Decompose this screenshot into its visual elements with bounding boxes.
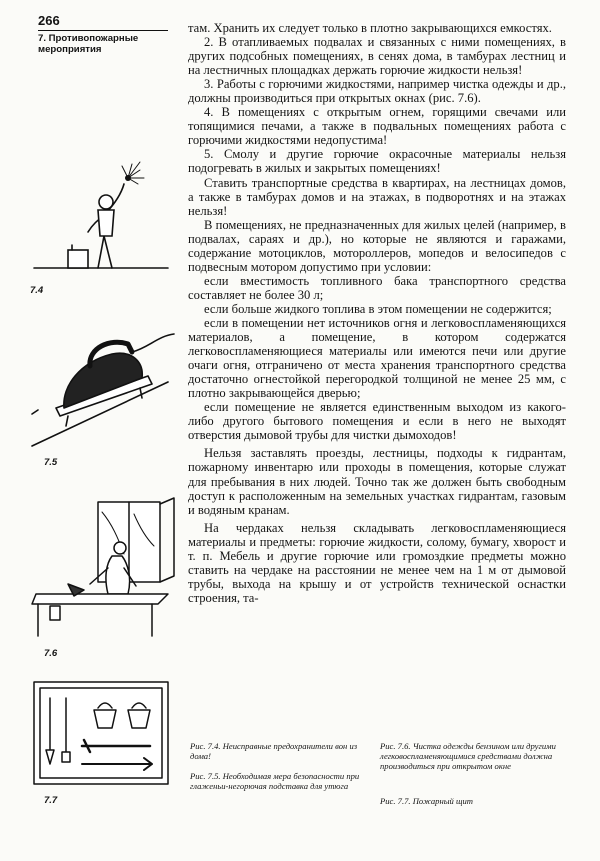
paragraph: если больше жидкого топлива в этом помещении не содержится; [204,301,552,316]
page-number: 266 [38,13,60,28]
paragraph: если вместимость топливного бака транспортного средства составляет не более 30 л; [188,273,566,302]
paragraph: Нельзя заставлять проезды, лестницы, подходы к гидрантам, пожарному инвентарю или проходы в помещения, которые служат для пребывания в них людей. Точно так же должен быть свободным доступ к расположенным на земельных участках гидрантам, газовым и водяным кранам. [188,446,566,517]
figure-7-5-illustration [28,322,178,452]
header-rule [38,30,168,31]
caption-7-7: Рис. 7.7. Пожарный щит [380,796,473,806]
paragraph: если помещение не является единственным выходом из какого-либо другого бытового помещения и если в него не выходят отверстия дымовой трубы для чистки дымоходов! [188,400,566,443]
section-title-line1: 7. Противопожарные [38,33,139,44]
caption-7-5: Рис. 7.5. Необходимая мера безопасности при глаженьи-негорючая подставка для утюга [190,771,360,791]
section-title [38,33,178,55]
caption-7-4: Рис. 7.4. Неисправные предохранители вон из дома! [190,741,358,761]
figure-7-7-illustration [32,680,172,788]
body-text [188,21,566,605]
figure-label-7-4: 7.4 [30,285,44,296]
caption-7-6: Рис. 7.6. Чистка одежды бензином или другими легковоспламеняющимися средствами должна производиться при открытом окне [380,741,556,771]
paragraph: 2. В отапливаемых подвалах и связанных с ними помещениях, в других подсобных помещениях, в сенях дома, в тамбурах лестниц и на лестничных площадках держать горючие жидкости нельзя! [188,35,566,78]
paragraph: 3. Работы с горючими жидкостями, например чистка одежды и др., должны производиться при открытых окнах (рис. 7.6). [188,77,566,106]
paragraph: Ставить транспортные средства в квартирах, на лестницах домов, а также в тамбурах домов и на этажах, в подворотнях и на этажах нельзя! [188,175,566,218]
figure-label-7-7: 7.7 [44,795,58,806]
paragraph: если в помещении нет источников огня и легковоспламеняющихся материалов, а помещение, в котором содержатся легковоспламеняющиеся материалы или имеются печи или другие очаги огня, отграничено от места хранения транспортного средства достаточно огнестойкой перегородкой толщиной не менее 25 мм, с плотно закрывающейся дверью; [188,315,566,401]
paragraph: там. Хранить их следует только в плотно закрывающихся емкостях. [188,21,552,35]
paragraph: 4. В помещениях с открытым огнем, горящими свечами или топящимися печами, а также в подвальных помещениях работа с горючими жидкостями недопустима! [188,105,566,148]
figure-label-7-6: 7.6 [44,648,58,659]
paragraph: На чердаках нельзя складывать легковоспламеняющиеся материалы и предметы: горючие жидкости, солому, бумагу, хворост и т. п. Мебель и другие горючие или громоздкие предметы можно ставить на чердаке на расстоянии не менее чем на 1 м от дымовой трубы, выхода на крышу и от устройств технической оснастки строения, та- [188,520,566,605]
figure-7-4-illustration [28,150,178,280]
figure-7-6-illustration [28,494,178,644]
paragraph: В помещениях, не предназначенных для жилых целей (например, в подвалах, сараях и др.), но которые не являются и гаражами, содержание мотоциклов, мотороллеров, мопедов и велосипедов с подвесным мотором допустимо при условии: [188,217,566,274]
paragraph: 5. Смолу и другие горючие окрасочные материалы нельзя подогревать в жилых и закрытых помещениях! [188,147,566,176]
section-title-line2: мероприятия [38,44,102,55]
figure-label-7-5: 7.5 [44,457,58,468]
